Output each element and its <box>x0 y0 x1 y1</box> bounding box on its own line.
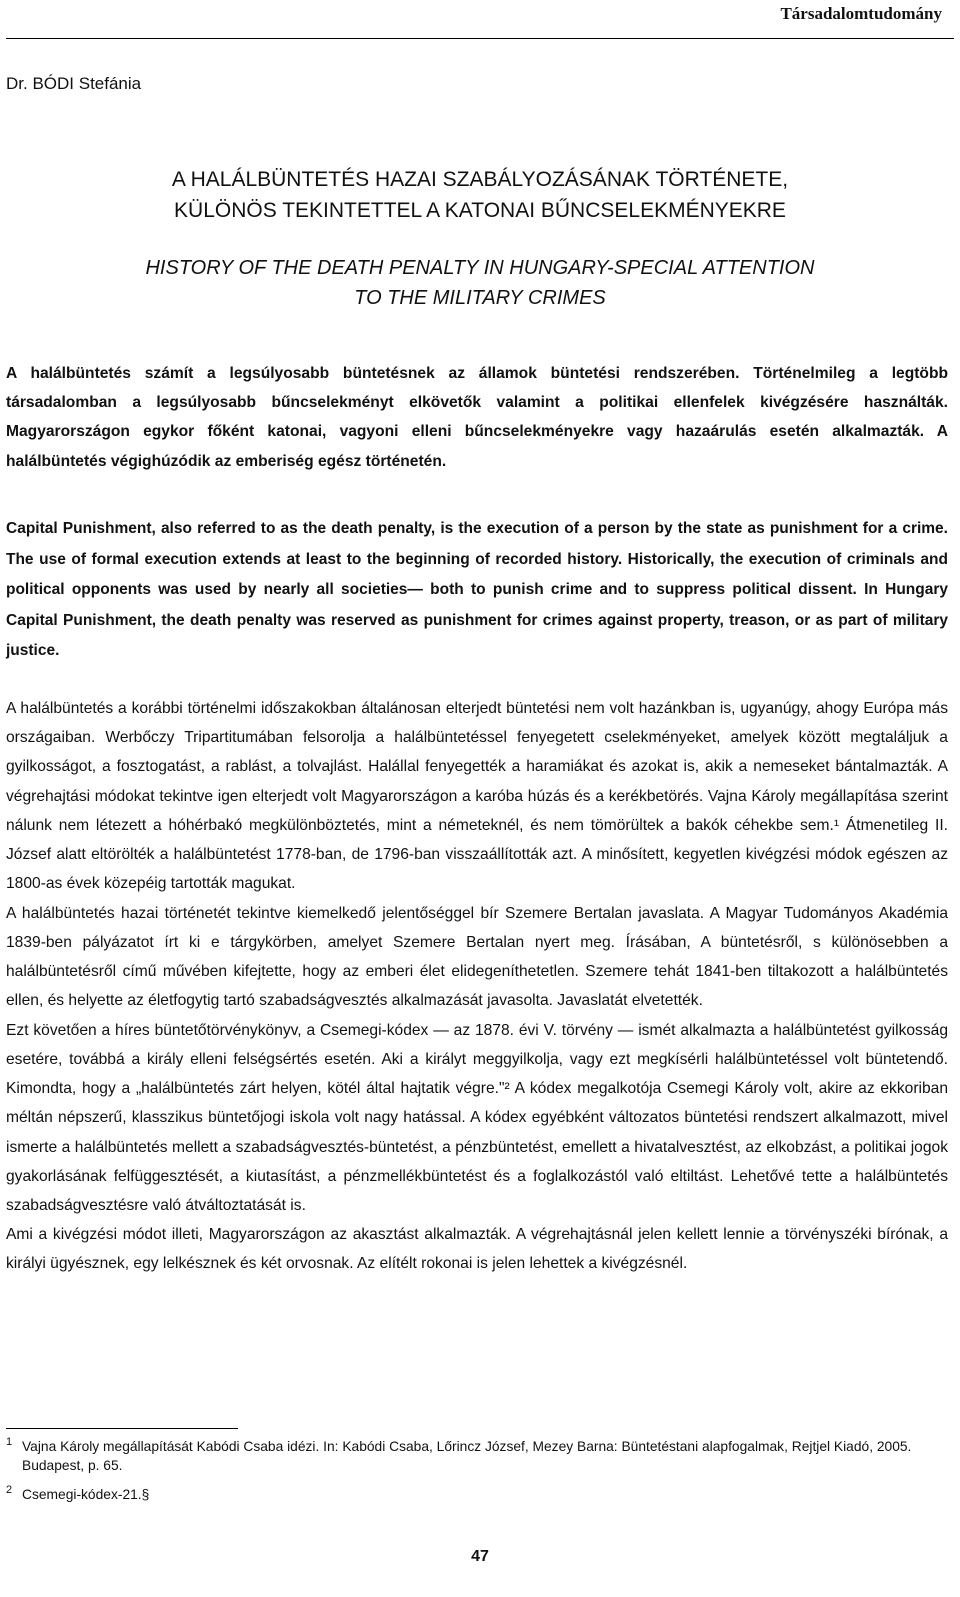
title-line-english: HISTORY OF THE DEATH PENALTY IN HUNGARY-SPECIAL ATTENTION <box>145 257 815 279</box>
abstract-hungarian: A halálbüntetés számít a legsúlyosabb büntetésnek az államok büntetési rendszerében. Történelmileg a legtöbb társadalomban a legsúlyosabb bűncselekményt elkövetők valamint a politikai ellenfelek kivégzésére használták. Magyarországon egykor főként katonai, vagyoni elleni bűncselekményekre vagy hazaárulás esetén alkalmazták. A halálbüntetés végighúzódik az emberiség egész történetén. <box>6 365 948 470</box>
paper-title-english <box>0 253 960 313</box>
title-line-hungarian: A HALÁLBÜNTETÉS HAZAI SZABÁLYOZÁSÁNAK TÖRTÉNETE, <box>171 168 789 191</box>
footnote-text: Vajna Károly megállapítását Kabódi Csaba idézi. In: Kabódi Csaba, Lőrincz József, Mezey Barna: Büntetéstani alapfogalmak, Rejtjel Kiadó, 2005. Budapest, p. 65. <box>22 1439 912 1473</box>
footnote-1 <box>6 1437 946 1475</box>
header-rule <box>6 38 954 39</box>
body-text: A halálbüntetés a korábbi történelmi időszakokban általánosan elterjedt büntetési nem volt hazánkban is, ugyanúgy, ahogy Európa más országaiban. Werbőczy Tripartitumában felsorolja a halálbüntetéssel fenyegetett cselekményeket, amelyek között megtaláljuk a gyilkosságot, a fosztogatást, a rablást, a tolvajlást. Halállal fenyegették a haramiákat és azokat is, akik a nemeseket bántalmazták. A végrehajtási módokat tekintve igen elterjedt volt Magyarországon a karóba húzás és a kerékbetörés. Vajna Károly megállapítása szerint nálunk nem létezett a hóhérbakó megkülönböztetés, mint a németeknél, és nem tömörültek a bakók céhekbe sem.¹ Átmenetileg II. József alatt eltörölték a halálbüntetést 1778-ban, de 1796-ban visszaállították azt. A minősített, kegyetlen kivégzési módok egészen az 1800-as évek közepéig tartották magukat. A halálbüntetés hazai történetét tekintve kiemelkedő jelentőséggel bír Szemere Bertalan javaslata. A Magyar Tudományos Akadémia 1839-ben pályázatot írt ki e tárgykörben, amelyet Szemere Bertalan nyert meg. Írásában, A büntetésről, s különösebben a halálbüntetésről című művében kifejtette, hogy az emberi élet elidegeníthetetlen. Szemere tehát 1841-ben tiltakozott a halálbüntetés ellen, és helyette az életfogytig tartó szabadságvesztés alkalmazását javasolta. Javaslatát elvetették. Ezt követően a híres büntetőtörvénykönyv, a Csemegi-kódex — az 1878. évi V. törvény — ismét alkalmazta a halálbüntetést gyilkosság esetére, továbbá a király elleni felségsértés esetén. Aki a királyt meggyilkolja, vagy ezt megkísérli halálbüntetéssel volt büntetendő. Kimondta, hogy a „halálbüntetés zárt helyen, kötél által hajtatik végre."² A kódex megalkotója Csemegi Károly volt, akire az ekkoriban méltán népszerű, klasszikus büntetőjogi iskola volt nagy hatással. A kódex egyébként változatos büntetési rendszert alkalmazott, mivel ismerte a halálbüntetés mellett a szabadságvesztés-büntetést, a pénzbüntetést, emellett a hivatalvesztést, az elkobzást, a politikai jogok gyakorlásának felfüggesztését, a kiutasítást, a pénzmellékbüntetést és a foglalkozástól való eltiltást. Lehetővé tette a halálbüntetés szabadságvesztésre való átváltoztatását is. Ami a kivégzési módot illeti, Magyarországon az akasztást alkalmazták. A végrehajtásnál jelen kellett lennie a törvényszéki bírónak, a királyi ügyésznek, egy lelkésznek és két orvosnak. Az elítélt rokonai is jelen lehettek a kivégzésnél. <box>6 700 948 1273</box>
footnote-separator <box>6 1428 238 1429</box>
author-name: Dr. BÓDI Stefánia <box>6 74 142 93</box>
paper-title-hungarian <box>0 164 960 226</box>
footnote-number: 2 <box>6 1484 13 1496</box>
title-line-hungarian: KÜLÖNÖS TEKINTETTEL A KATONAI BŰNCSELEKMÉNYEKRE <box>174 199 786 222</box>
page-number: 47 <box>471 1548 489 1565</box>
footnote-number: 1 <box>6 1436 13 1448</box>
footnote-text: Csemegi-kódex-21.§ <box>22 1487 150 1502</box>
footnote-2 <box>6 1485 946 1504</box>
title-line-english: TO THE MILITARY CRIMES <box>354 287 606 309</box>
abstract-english: Capital Punishment, also referred to as the death penalty, is the execution of a person by the state as punishment for a crime. The use of formal execution extends at least to the beginning of recorded history. Historically, the execution of criminals and political opponents was used by nearly all societies— both to punish crime and to suppress political dissent. In Hungary Capital Punishment, the death penalty was reserved as punishment for crimes against property, treason, or as part of military justice. <box>6 520 948 660</box>
journal-title: Társadalomtudomány <box>780 4 942 23</box>
